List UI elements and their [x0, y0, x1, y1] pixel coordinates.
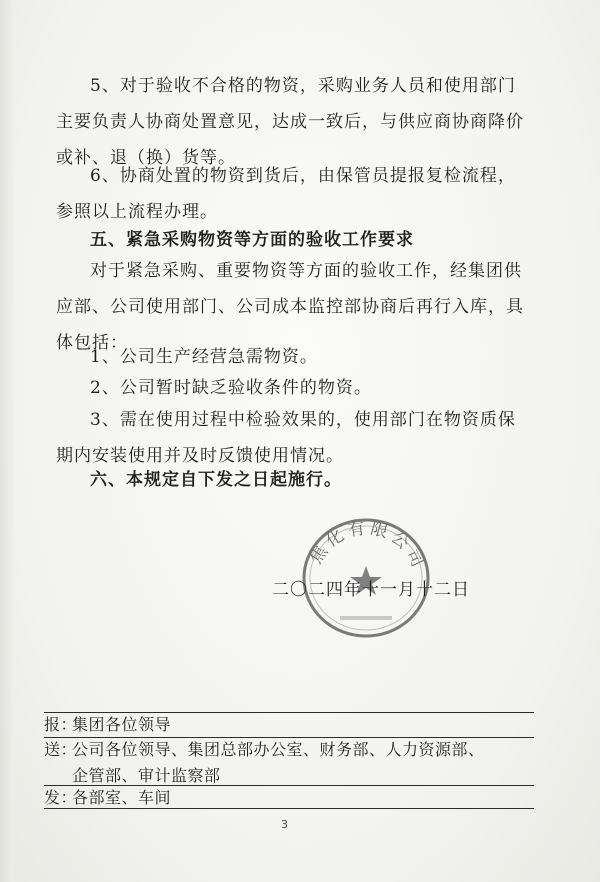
section-heading-6: 六、本规定自下发之日起施行。 [90, 470, 342, 490]
paragraph-item-6: 6、协商处置的物资到货后，由保管员提报复检流程，参照以上流程办理。 [56, 166, 516, 222]
issue-to-label: 发： [44, 788, 78, 807]
issue-to-value: 各部室、车间 [72, 788, 172, 807]
issue-date: 二〇二四年十一月十二日 [272, 580, 470, 600]
paragraph-urgent-procurement: 对于紧急采购、重要物资等方面的验收工作，经集团供应部、公司使用部门、公司成本监控部协商后再行入库，具体包括： [56, 261, 524, 353]
list-item-3: 3、需在使用过程中检验效果的，使用部门在物资质保期内安装使用并及时反馈使用情况。 [56, 410, 516, 466]
report-to-label: 报： [44, 715, 78, 734]
report-to-value: 集团各位领导 [72, 715, 172, 734]
send-to-line-1: 公司各位领导、集团总部办公室、财务部、人力资源部、 [72, 740, 485, 759]
paragraph-item-5: 5、对于验收不合格的物资，采购业务人员和使用部门主要负责人协商处置意见，达成一致后，与供应商协商降价或补、退（换）货等。 [56, 76, 524, 168]
send-to-label: 送： [44, 740, 78, 759]
send-to-line-2: 企管部、审计监察部 [72, 766, 221, 785]
distribution-send-to [44, 737, 534, 789]
section-heading-5: 五、紧急采购物资等方面的验收工作要求 [90, 230, 414, 250]
page-number: 3 [281, 818, 288, 831]
list-item-1: 1、公司生产经营急需物资。 [90, 347, 318, 367]
distribution-report-to [44, 712, 534, 738]
svg-text:焦化有限公司: 焦化有限公司 [306, 518, 430, 574]
list-item-2: 2、公司暂时缺乏验收条件的物资。 [90, 378, 372, 398]
divider-line [44, 808, 534, 809]
scan-edge [0, 0, 14, 882]
